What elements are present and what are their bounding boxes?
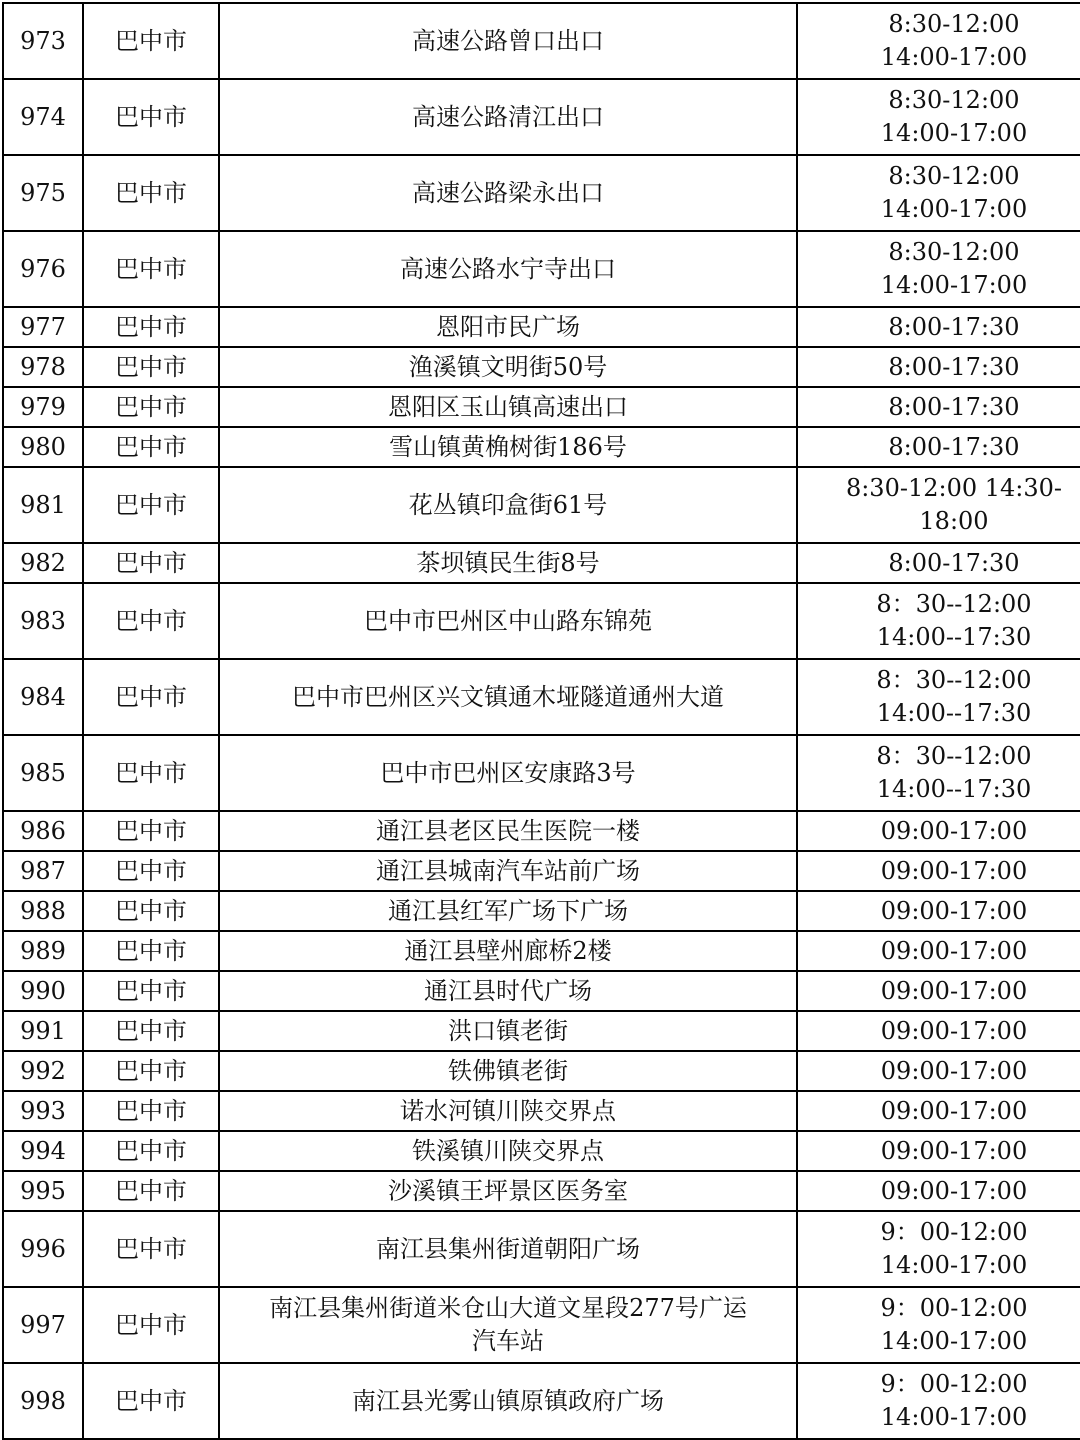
location-text: 恩阳区玉山镇高速出口 xyxy=(388,393,628,421)
city-cell: 巴中市 xyxy=(83,851,219,891)
row-number-cell: 982 xyxy=(3,543,83,583)
hours-text: 9：00-12:00 xyxy=(880,1218,1028,1246)
location-cell xyxy=(219,1131,797,1171)
location-cell xyxy=(219,891,797,931)
row-number-cell: 987 xyxy=(3,851,83,891)
city-cell: 巴中市 xyxy=(83,467,219,543)
row-number-cell: 994 xyxy=(3,1131,83,1171)
city-cell: 巴中市 xyxy=(83,347,219,387)
location-cell xyxy=(219,1091,797,1131)
hours-text: 09:00-17:00 xyxy=(880,1177,1028,1205)
hours-cell xyxy=(797,971,1080,1011)
city-cell: 巴中市 xyxy=(83,307,219,347)
location-text: 雪山镇黄桷树街186号 xyxy=(389,433,627,461)
row-number-cell: 998 xyxy=(3,1363,83,1439)
location-text: 洪口镇老街 xyxy=(448,1017,568,1045)
city-cell: 巴中市 xyxy=(83,3,219,79)
city-cell: 巴中市 xyxy=(83,1211,219,1287)
hours-text: 09:00-17:00 xyxy=(880,1137,1028,1165)
hours-cell xyxy=(797,79,1080,155)
hours-cell xyxy=(797,583,1080,659)
row-number-cell: 981 xyxy=(3,467,83,543)
row-number-cell: 975 xyxy=(3,155,83,231)
table-row xyxy=(3,1051,1080,1091)
row-number-cell: 986 xyxy=(3,811,83,851)
row-number-cell: 990 xyxy=(3,971,83,1011)
row-number-cell: 974 xyxy=(3,79,83,155)
table-row xyxy=(3,427,1080,467)
hours-text: 8：30--12:00 xyxy=(876,742,1032,770)
hours-text: 9：00-12:00 xyxy=(880,1294,1028,1322)
location-cell xyxy=(219,307,797,347)
hours-text: 8:30-12:00 14:30- xyxy=(845,474,1063,502)
table-row xyxy=(3,1091,1080,1131)
hours-cell xyxy=(797,1091,1080,1131)
hours-text: 14:00-17:00 xyxy=(880,1327,1028,1355)
location-text: 巴中市巴州区安康路3号 xyxy=(380,758,636,787)
row-number-cell: 993 xyxy=(3,1091,83,1131)
hours-cell xyxy=(797,659,1080,735)
table-row xyxy=(3,387,1080,427)
testing-sites-table xyxy=(2,2,1080,1440)
table-row xyxy=(3,1171,1080,1211)
location-text: 通江县城南汽车站前广场 xyxy=(376,857,640,885)
hours-cell xyxy=(797,851,1080,891)
location-text: 铁溪镇川陕交界点 xyxy=(412,1137,604,1165)
location-text: 通江县红军广场下广场 xyxy=(388,897,628,925)
location-text: 茶坝镇民生街8号 xyxy=(416,549,600,577)
city-cell: 巴中市 xyxy=(83,1363,219,1439)
location-cell xyxy=(219,735,797,811)
location-cell xyxy=(219,79,797,155)
location-text: 南江县光雾山镇原镇政府广场 xyxy=(352,1386,664,1415)
row-number-cell: 997 xyxy=(3,1287,83,1363)
hours-cell xyxy=(797,427,1080,467)
row-number-cell: 984 xyxy=(3,659,83,735)
hours-text: 8:00-17:30 xyxy=(888,433,1020,461)
table-row xyxy=(3,735,1080,811)
hours-cell xyxy=(797,1171,1080,1211)
location-text: 巴中市巴州区兴文镇通木垭隧道通州大道 xyxy=(292,682,724,711)
city-cell: 巴中市 xyxy=(83,583,219,659)
location-cell xyxy=(219,543,797,583)
location-cell xyxy=(219,851,797,891)
hours-text: 8：30--12:00 xyxy=(876,666,1032,694)
hours-text: 09:00-17:00 xyxy=(880,1057,1028,1085)
row-number-cell: 978 xyxy=(3,347,83,387)
row-number-cell: 980 xyxy=(3,427,83,467)
location-text: 恩阳市民广场 xyxy=(436,313,580,341)
hours-text: 14:00-17:00 xyxy=(880,195,1028,223)
location-cell xyxy=(219,1011,797,1051)
row-number-cell: 991 xyxy=(3,1011,83,1051)
city-cell: 巴中市 xyxy=(83,543,219,583)
location-text: 高速公路清江出口 xyxy=(412,102,604,131)
location-cell xyxy=(219,1211,797,1287)
hours-cell xyxy=(797,735,1080,811)
city-cell: 巴中市 xyxy=(83,1091,219,1131)
hours-text: 8：30--12:00 xyxy=(876,590,1032,618)
city-cell: 巴中市 xyxy=(83,387,219,427)
location-cell xyxy=(219,931,797,971)
hours-text: 8:00-17:30 xyxy=(888,549,1020,577)
table-row xyxy=(3,1287,1080,1363)
hours-text: 14:00-17:00 xyxy=(880,1403,1028,1431)
hours-text: 18:00 xyxy=(919,507,989,535)
hours-cell xyxy=(797,347,1080,387)
location-text: 沙溪镇王坪景区医务室 xyxy=(388,1177,628,1205)
location-text: 南江县集州街道米仓山大道文星段277号广运 xyxy=(269,1294,747,1322)
hours-text: 09:00-17:00 xyxy=(880,1097,1028,1125)
hours-cell xyxy=(797,387,1080,427)
hours-cell xyxy=(797,1051,1080,1091)
hours-cell xyxy=(797,1287,1080,1363)
hours-text: 8:30-12:00 xyxy=(888,86,1020,114)
city-cell: 巴中市 xyxy=(83,811,219,851)
table-row xyxy=(3,1211,1080,1287)
city-cell: 巴中市 xyxy=(83,1131,219,1171)
location-text: 巴中市巴州区中山路东锦苑 xyxy=(364,606,652,635)
location-cell xyxy=(219,1051,797,1091)
city-cell: 巴中市 xyxy=(83,427,219,467)
table-row xyxy=(3,811,1080,851)
hours-text: 14:00-17:00 xyxy=(880,271,1028,299)
table-row xyxy=(3,231,1080,307)
hours-text: 14:00-17:00 xyxy=(880,119,1028,147)
hours-text: 14:00--17:30 xyxy=(876,623,1032,651)
row-number-cell: 977 xyxy=(3,307,83,347)
hours-text: 8:30-12:00 xyxy=(888,238,1020,266)
hours-text: 8:30-12:00 xyxy=(888,10,1020,38)
table-row xyxy=(3,1011,1080,1051)
location-cell xyxy=(219,1287,797,1363)
city-cell: 巴中市 xyxy=(83,1287,219,1363)
hours-cell xyxy=(797,307,1080,347)
table-row xyxy=(3,155,1080,231)
table-row xyxy=(3,583,1080,659)
location-text: 高速公路水宁寺出口 xyxy=(400,254,616,283)
location-cell xyxy=(219,387,797,427)
city-cell: 巴中市 xyxy=(83,735,219,811)
location-text: 南江县集州街道朝阳广场 xyxy=(376,1234,640,1263)
row-number-cell: 996 xyxy=(3,1211,83,1287)
hours-text: 8:00-17:30 xyxy=(888,393,1020,421)
location-text: 通江县时代广场 xyxy=(424,977,592,1005)
location-text: 高速公路梁永出口 xyxy=(412,178,604,207)
hours-cell xyxy=(797,1363,1080,1439)
hours-text: 09:00-17:00 xyxy=(880,977,1028,1005)
table-row xyxy=(3,891,1080,931)
city-cell: 巴中市 xyxy=(83,155,219,231)
table-body xyxy=(3,3,1080,1439)
table-row xyxy=(3,79,1080,155)
hours-text: 09:00-17:00 xyxy=(880,857,1028,885)
hours-cell xyxy=(797,1131,1080,1171)
table-row xyxy=(3,347,1080,387)
table-row xyxy=(3,307,1080,347)
hours-text: 14:00-17:00 xyxy=(880,1251,1028,1279)
city-cell: 巴中市 xyxy=(83,931,219,971)
hours-cell xyxy=(797,1211,1080,1287)
hours-text: 09:00-17:00 xyxy=(880,817,1028,845)
location-text: 高速公路曾口出口 xyxy=(412,26,604,55)
table-row xyxy=(3,851,1080,891)
location-cell xyxy=(219,231,797,307)
row-number-cell: 989 xyxy=(3,931,83,971)
row-number-cell: 976 xyxy=(3,231,83,307)
table-row xyxy=(3,3,1080,79)
city-cell: 巴中市 xyxy=(83,891,219,931)
location-text: 铁佛镇老街 xyxy=(448,1057,568,1085)
row-number-cell: 985 xyxy=(3,735,83,811)
location-cell xyxy=(219,427,797,467)
table-row xyxy=(3,659,1080,735)
table-row xyxy=(3,467,1080,543)
table-row xyxy=(3,543,1080,583)
table-row xyxy=(3,931,1080,971)
location-text: 渔溪镇文明街50号 xyxy=(408,353,608,381)
hours-text: 8:00-17:30 xyxy=(888,353,1020,381)
hours-cell xyxy=(797,155,1080,231)
location-cell xyxy=(219,1363,797,1439)
hours-text: 14:00--17:30 xyxy=(876,775,1032,803)
hours-cell xyxy=(797,3,1080,79)
location-cell xyxy=(219,1171,797,1211)
city-cell: 巴中市 xyxy=(83,971,219,1011)
city-cell: 巴中市 xyxy=(83,659,219,735)
table-row xyxy=(3,971,1080,1011)
row-number-cell: 988 xyxy=(3,891,83,931)
location-cell xyxy=(219,3,797,79)
city-cell: 巴中市 xyxy=(83,79,219,155)
location-cell xyxy=(219,347,797,387)
hours-cell xyxy=(797,811,1080,851)
hours-cell xyxy=(797,543,1080,583)
hours-text: 14:00--17:30 xyxy=(876,699,1032,727)
location-text: 花丛镇印盒街61号 xyxy=(408,490,608,519)
location-cell xyxy=(219,467,797,543)
row-number-cell: 992 xyxy=(3,1051,83,1091)
hours-text: 14:00-17:00 xyxy=(880,43,1028,71)
city-cell: 巴中市 xyxy=(83,1011,219,1051)
city-cell: 巴中市 xyxy=(83,1051,219,1091)
city-cell: 巴中市 xyxy=(83,1171,219,1211)
location-text: 汽车站 xyxy=(472,1327,544,1355)
location-cell xyxy=(219,583,797,659)
location-text: 通江县壁州廊桥2楼 xyxy=(404,937,612,965)
hours-cell xyxy=(797,231,1080,307)
row-number-cell: 995 xyxy=(3,1171,83,1211)
location-cell xyxy=(219,155,797,231)
location-text: 诺水河镇川陕交界点 xyxy=(400,1097,616,1125)
location-cell xyxy=(219,659,797,735)
location-cell xyxy=(219,971,797,1011)
location-text: 通江县老区民生医院一楼 xyxy=(376,817,640,845)
city-cell: 巴中市 xyxy=(83,231,219,307)
hours-text: 09:00-17:00 xyxy=(880,897,1028,925)
row-number-cell: 973 xyxy=(3,3,83,79)
location-cell xyxy=(219,811,797,851)
hours-cell xyxy=(797,931,1080,971)
hours-cell xyxy=(797,891,1080,931)
hours-text: 8:30-12:00 xyxy=(888,162,1020,190)
table-row xyxy=(3,1363,1080,1439)
hours-text: 9：00-12:00 xyxy=(880,1370,1028,1398)
hours-text: 09:00-17:00 xyxy=(880,1017,1028,1045)
row-number-cell: 983 xyxy=(3,583,83,659)
row-number-cell: 979 xyxy=(3,387,83,427)
hours-text: 8:00-17:30 xyxy=(888,313,1020,341)
hours-text: 09:00-17:00 xyxy=(880,937,1028,965)
table-row xyxy=(3,1131,1080,1171)
hours-cell xyxy=(797,467,1080,543)
hours-cell xyxy=(797,1011,1080,1051)
